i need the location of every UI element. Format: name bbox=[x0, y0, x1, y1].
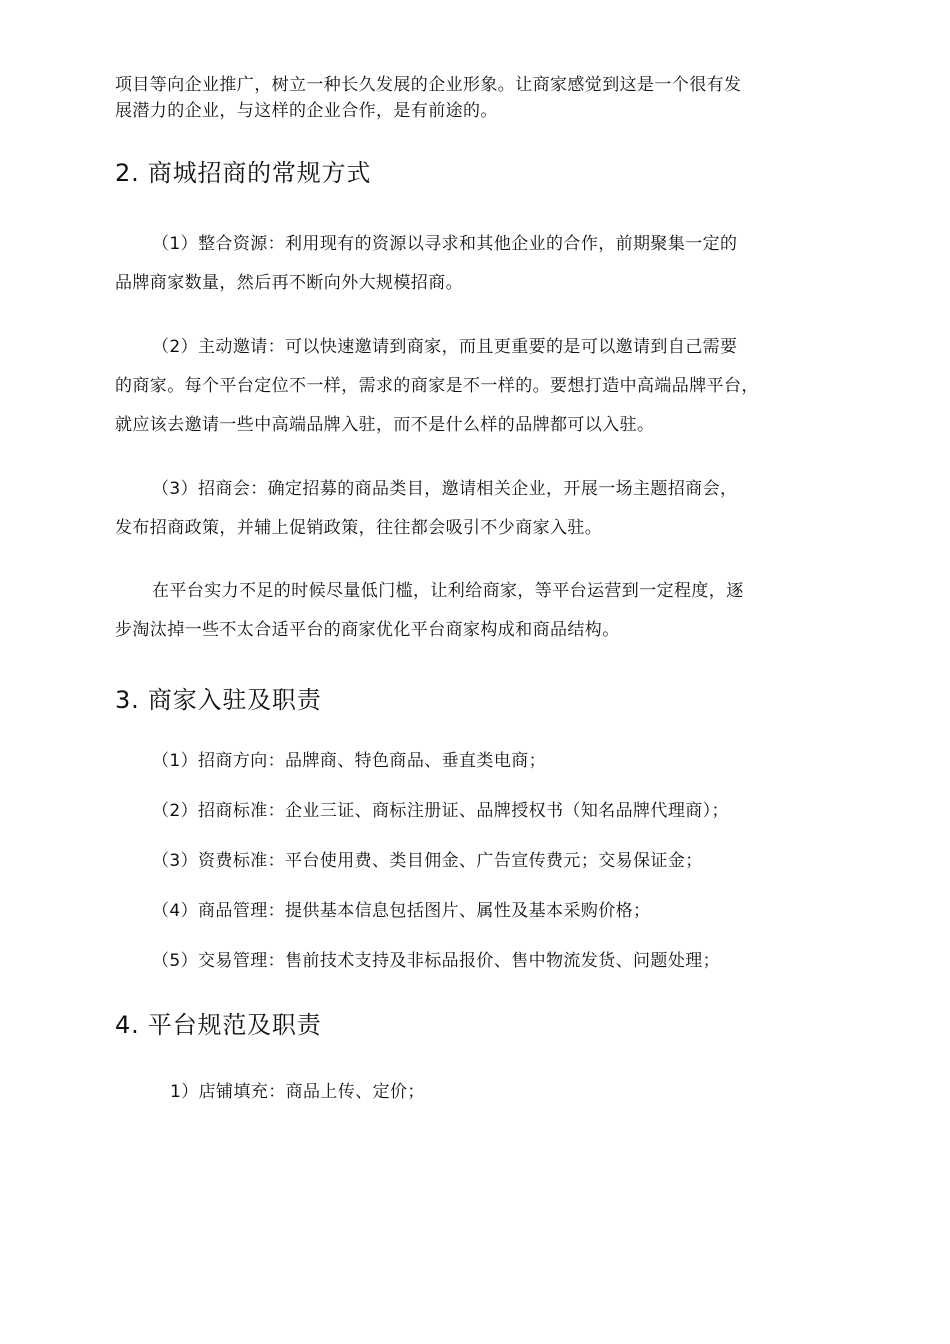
section-2-item-2-line-2: 的商家。每个平台定位不一样，需求的商家是不一样的。要想打造中高端品牌平台， bbox=[115, 376, 759, 396]
section-4-item-1: 1）店铺填充：商品上传、定价； bbox=[170, 1082, 425, 1102]
section-3-item-1: （1）招商方向：品牌商、特色商品、垂直类电商； bbox=[152, 751, 547, 771]
section-2-para-line-2: 步淘汰掉一些不太合适平台的商家优化平台商家构成和商品结构。 bbox=[115, 620, 620, 640]
section-2-item-1-line-2: 品牌商家数量，然后再不断向外大规模招商。 bbox=[115, 273, 463, 293]
section-2-para-line-1: 在平台实力不足的时候尽量低门槛，让利给商家，等平台运营到一定程度，逐 bbox=[152, 581, 744, 601]
section-4-heading: 4. 平台规范及职责 bbox=[115, 1011, 322, 1039]
section-2-item-3-line-1: （3）招商会：确定招募的商品类目，邀请相关企业，开展一场主题招商会， bbox=[152, 479, 738, 499]
section-3-item-4: （4）商品管理：提供基本信息包括图片、属性及基本采购价格； bbox=[152, 901, 651, 921]
section-2-item-1-line-1: （1）整合资源：利用现有的资源以寻求和其他企业的合作，前期聚集一定的 bbox=[152, 234, 738, 254]
section-2-item-2-line-1: （2）主动邀请：可以快速邀请到商家，而且更重要的是可以邀请到自己需要 bbox=[152, 337, 738, 357]
intro-line-1: 项目等向企业推广，树立一种长久发展的企业形象。让商家感觉到这是一个很有发 bbox=[115, 75, 742, 95]
section-3-item-2: （2）招商标准：企业三证、商标注册证、品牌授权书（知名品牌代理商）； bbox=[152, 801, 729, 821]
section-3-item-3: （3）资费标准：平台使用费、类目佣金、广告宣传费元；交易保证金； bbox=[152, 851, 703, 871]
section-3-item-5: （5）交易管理：售前技术支持及非标品报价、售中物流发货、问题处理； bbox=[152, 951, 721, 971]
section-2-heading: 2. 商城招商的常规方式 bbox=[115, 159, 372, 187]
intro-line-2: 展潜力的企业，与这样的企业合作，是有前途的。 bbox=[115, 101, 498, 121]
section-3-heading: 3. 商家入驻及职责 bbox=[115, 686, 322, 714]
section-2-item-3-line-2: 发布招商政策，并辅上促销政策，往往都会吸引不少商家入驻。 bbox=[115, 518, 603, 538]
section-2-item-2-line-3: 就应该去邀请一些中高端品牌入驻，而不是什么样的品牌都可以入驻。 bbox=[115, 415, 655, 435]
